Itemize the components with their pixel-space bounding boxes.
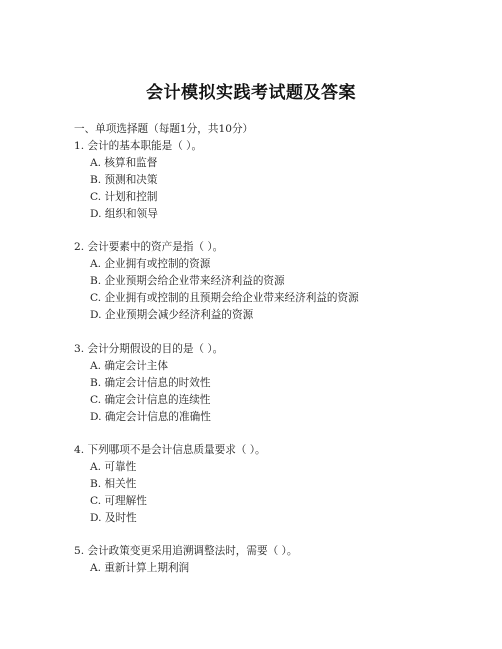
question-stem: 5. 会计政策变更采用追溯调整法时，需要（ ）。 <box>74 545 298 557</box>
answer-option: D. 企业预期会减少经济利益的资源 <box>90 309 254 321</box>
answer-option: C. 确定会计信息的连续性 <box>90 394 211 406</box>
question-stem: 2. 会计要素中的资产是指（ ）。 <box>74 241 224 253</box>
answer-option: B. 预测和决策 <box>90 174 158 186</box>
answer-option: B. 企业预期会给企业带来经济利益的资源 <box>90 275 285 287</box>
answer-option: D. 确定会计信息的准确性 <box>90 411 211 423</box>
answer-option: C. 计划和控制 <box>90 191 158 203</box>
answer-option: C. 企业拥有或控制的且预期会给企业带来经济利益的资源 <box>90 292 359 304</box>
answer-option: C. 可理解性 <box>90 495 147 507</box>
document-title: 会计模拟实践考试题及答案 <box>146 83 356 103</box>
answer-option: A. 可靠性 <box>90 461 137 473</box>
answer-option: A. 核算和监督 <box>90 157 158 169</box>
answer-option: A. 企业拥有或控制的资源 <box>90 258 211 270</box>
answer-option: D. 及时性 <box>90 512 137 524</box>
answer-option: A. 确定会计主体 <box>90 360 168 372</box>
question-stem: 1. 会计的基本职能是（ ）。 <box>74 140 203 152</box>
answer-option: D. 组织和领导 <box>90 208 158 220</box>
answer-option: B. 相关性 <box>90 478 137 490</box>
answer-option: B. 确定会计信息的时效性 <box>90 377 211 389</box>
question-stem: 4. 下列哪项不是会计信息质量要求（ ）。 <box>74 444 266 456</box>
answer-option: A. 重新计算上期利润 <box>90 562 190 574</box>
question-stem: 3. 会计分期假设的目的是（ ）。 <box>74 343 224 355</box>
section-heading: 一、单项选择题（每题1分，共10分） <box>74 123 254 135</box>
